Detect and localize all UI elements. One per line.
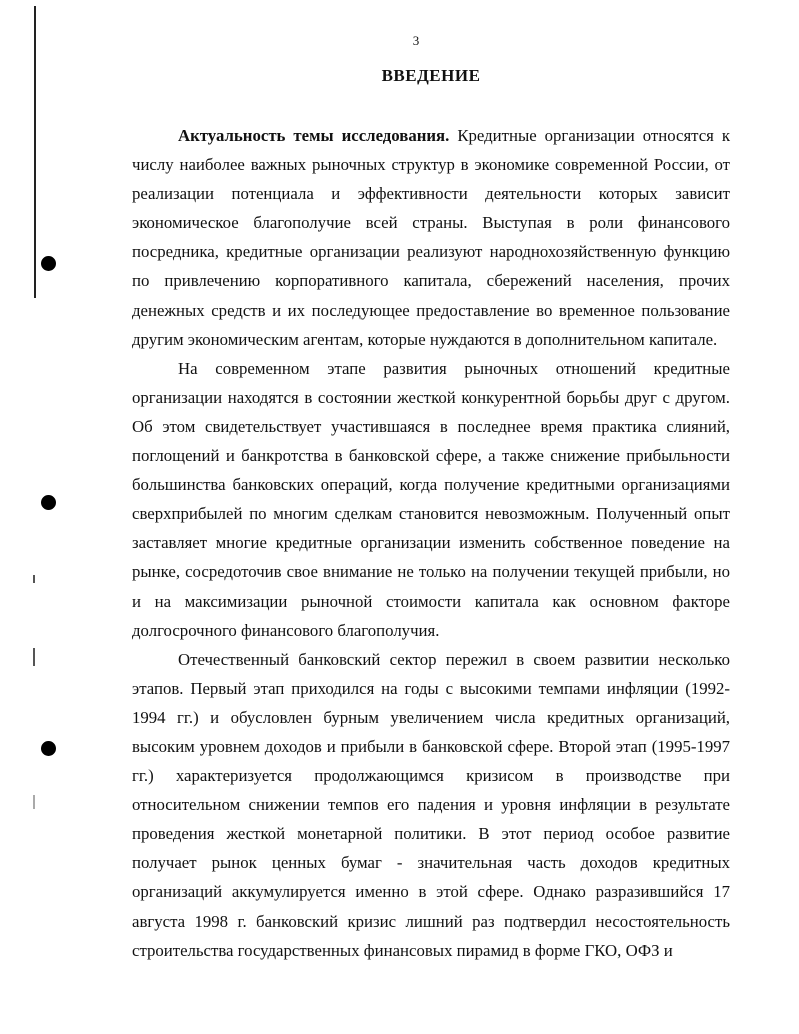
paragraph xyxy=(132,121,730,354)
paragraph xyxy=(132,645,730,965)
punch-hole-icon xyxy=(41,495,56,510)
scan-edge-tick xyxy=(33,795,35,809)
paragraph-text: На современном этапе развития рыночных отношений кредитные организации находятся в состоянии жесткой конкурентной борьбы друг с другом. Об этом свидетельствует участившаяся в последнее время практика слияний, поглощений и банкротства в банковской сфере, а также снижение прибыльности большинства банковских операций, когда получение кредитными организациями сверхприбылей по многим сделкам становится невозможным. Полученный опыт заставляет многие кредитные организации изменить собственное поведение на рынке, сосредоточив свое внимание не только на получении текущей прибыли, но и на максимизации рыночной стоимости капитала как основном факторе долгосрочного финансового благополучия. xyxy=(132,358,730,640)
punch-hole-icon xyxy=(41,741,56,756)
paragraph-text: Кредитные организации относятся к числу наиболее важных рыночных структур в экономике современной России, от реализации потенциала и эффективности деятельности которых зависит экономическое благополучие всей страны. Выступая в роли финансового посредника, кредитные организации реализуют народнохозяйственную функцию по привлечению корпоративного капитала, сбережений населения, прочих денежных средств и их последующее предоставление во временное пользование другим экономическим агентам, которые нуждаются в дополнительном капитале. xyxy=(132,126,731,349)
scan-edge-line xyxy=(34,6,36,298)
paragraph-text: Отечественный банковский сектор пережил в своем развитии несколько этапов. Первый этап приходился на годы с высокими темпами инфляции (1992-1994 гг.) и обусловлен бурным увеличением числа кредитных организаций, высоким уровнем доходов и прибыли в банковской сфере. Второй этап (1995-1997 гг.) характеризуется продолжающимся кризисом в производстве при относительном снижении темпов его падения и уровня инфляции в результате проведения жесткой монетарной политики. В этот период особое развитие получает рынок ценных бумаг - значительная часть доходов кредитных организаций аккумулируется именно в этой сфере. Однако разразившийся 17 августа 1998 г. банковский кризис лишний раз подтвердил несостоятельность строительства государственных финансовых пирамид в форме ГКО, ОФЗ и xyxy=(132,649,730,960)
scan-edge-tick xyxy=(33,648,35,666)
scan-edge-tick xyxy=(33,575,35,583)
document-body xyxy=(132,121,730,965)
page-number: 3 xyxy=(412,33,420,48)
punch-hole-icon xyxy=(41,256,56,271)
paragraph xyxy=(132,354,730,645)
page-title: ВВЕДЕНИЕ xyxy=(381,66,481,85)
paragraph-lead-heading: Актуальность темы исследования. xyxy=(178,126,450,145)
